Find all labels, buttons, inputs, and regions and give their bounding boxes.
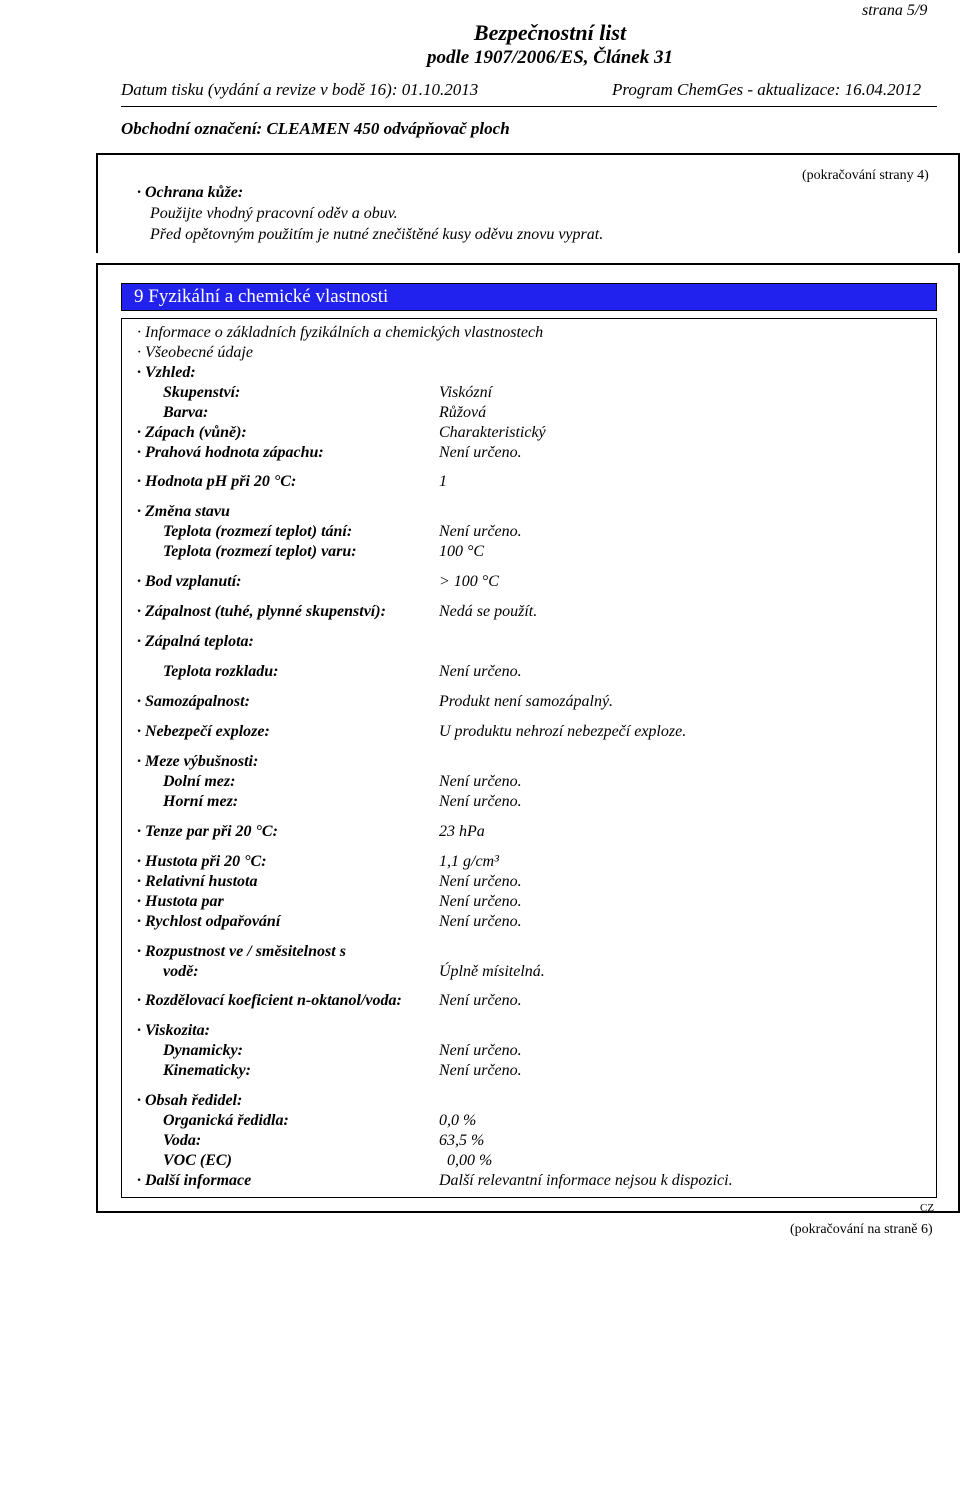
row-value: Viskózní: [439, 384, 493, 401]
row-label: · Rychlost odpařování: [137, 913, 281, 930]
row-label: · Hustota při 20 °C:: [137, 853, 267, 870]
row-value: Není určeno.: [439, 773, 522, 790]
row-value: 1,1 g/cm³: [439, 853, 499, 870]
section-9-header: [121, 283, 937, 311]
language-code: CZ: [920, 1202, 935, 1214]
row-value: Další relevantní informace nejsou k dispozici.: [439, 1172, 733, 1189]
document-subtitle: podle 1907/2006/ES, Článek 31: [427, 47, 673, 68]
row-label: · Relativní hustota: [137, 873, 258, 890]
skin-protection-title: · Ochrana kůže:: [137, 184, 244, 201]
row-value: Produkt není samozápalný.: [439, 693, 614, 710]
row-label: · Zápalná teplota:: [137, 633, 254, 650]
row-label: Kinematicky:: [163, 1062, 251, 1079]
document-title: Bezpečnostní list: [473, 20, 627, 45]
row-label: · Všeobecné údaje: [137, 344, 253, 361]
row-label: Dynamicky:: [163, 1042, 243, 1059]
row-label: · Tenze par při 20 °C:: [137, 823, 278, 840]
row-label: · Vzhled:: [137, 364, 196, 381]
header-divider: [121, 106, 937, 107]
row-value: Není určeno.: [439, 913, 522, 930]
row-value: Růžová: [439, 404, 487, 421]
row-value: 23 hPa: [439, 823, 485, 840]
row-label: · Nebezpečí exploze:: [137, 723, 270, 740]
row-label: · Změna stavu: [137, 503, 230, 520]
row-value: Nedá se použít.: [439, 603, 538, 620]
row-label: · Další informace: [137, 1172, 252, 1189]
row-label: Teplota rozkladu:: [163, 663, 279, 680]
skin-protection-line-1: Použijte vhodný pracovní oděv a obuv.: [150, 205, 398, 222]
continued-to: (pokračování na straně 6): [790, 1222, 933, 1237]
row-value: > 100 °C: [439, 573, 499, 590]
row-label: · Samozápalnost:: [137, 693, 250, 710]
row-value: U produktu nehrozí nebezpečí exploze.: [439, 723, 687, 740]
row-value: 0,0 %: [439, 1112, 477, 1129]
row-value: 1: [439, 473, 447, 490]
skin-protection-line-2: Před opětovným použitím je nutné znečištěné kusy oděvu znovu vyprat.: [150, 226, 604, 243]
row-value: Úplně mísitelná.: [439, 963, 545, 980]
page-number: strana 5/9: [862, 2, 928, 19]
row-label: · Informace o základních fyzikálních a chemických vlastnostech: [137, 324, 544, 341]
row-label: · Hodnota pH při 20 °C:: [137, 473, 297, 490]
row-label: · Bod vzplanutí:: [137, 573, 242, 590]
row-label: Barva:: [163, 404, 209, 421]
row-label: Organická ředidla:: [163, 1112, 289, 1129]
row-label: Dolní mez:: [163, 773, 236, 790]
row-value: 63,5 %: [439, 1132, 485, 1149]
row-value: Není určeno.: [439, 523, 522, 540]
section-9-title: 9 Fyzikální a chemické vlastnosti: [134, 286, 389, 307]
row-label: vodě:: [163, 963, 199, 980]
print-date: Datum tisku (vydání a revize v bodě 16): 01.10.2013: [121, 80, 479, 99]
row-label: · Zápach (vůně):: [137, 424, 247, 441]
trade-name: Obchodní označení: CLEAMEN 450 odvápňovač ploch: [121, 119, 510, 138]
row-label: VOC (EC): [163, 1152, 232, 1169]
program-version: Program ChemGes - aktualizace: 16.04.2012: [612, 80, 922, 99]
row-label: · Viskozita:: [137, 1022, 210, 1039]
row-value: Není určeno.: [439, 1042, 522, 1059]
row-label: Horní mez:: [163, 793, 239, 810]
row-value: Není určeno.: [439, 873, 522, 890]
row-label: · Rozpustnost ve / směsitelnost s: [137, 943, 346, 960]
row-label: Skupenství:: [163, 384, 241, 401]
row-value: Není určeno.: [439, 444, 522, 461]
row-value: 100 °C: [439, 543, 485, 560]
row-label: · Prahová hodnota zápachu:: [137, 444, 324, 461]
continued-from: (pokračování strany 4): [802, 168, 929, 183]
row-label: · Obsah ředidel:: [137, 1092, 243, 1109]
row-value: Není určeno.: [439, 893, 522, 910]
row-value: Není určeno.: [439, 793, 522, 810]
row-value: Není určeno.: [439, 992, 522, 1009]
row-label: Voda:: [163, 1132, 202, 1149]
row-value: 0,00 %: [447, 1152, 493, 1169]
row-value: Charakteristický: [439, 424, 546, 441]
row-label: · Hustota par: [137, 893, 224, 910]
row-label: Teplota (rozmezí teplot) tání:: [163, 523, 353, 540]
row-label: Teplota (rozmezí teplot) varu:: [163, 543, 357, 560]
row-label: · Meze výbušnosti:: [137, 753, 259, 770]
row-value: Není určeno.: [439, 1062, 522, 1079]
row-label: · Zápalnost (tuhé, plynné skupenství):: [137, 603, 386, 620]
row-label: · Rozdělovací koeficient n-oktanol/voda:: [137, 992, 402, 1009]
row-value: Není určeno.: [439, 663, 522, 680]
